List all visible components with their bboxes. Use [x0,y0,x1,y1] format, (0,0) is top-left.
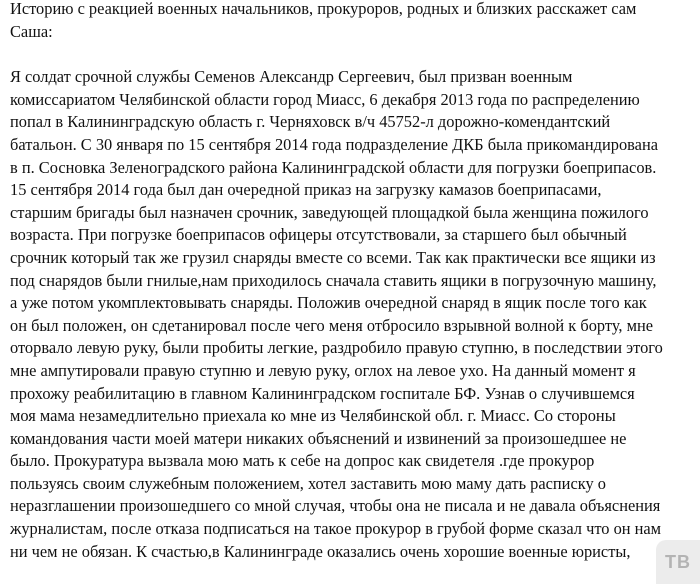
text-line: срочник который так же грузил снаряды вместе со всеми. Так как практически все ящики из [10,247,656,267]
watermark-text: ТВ [665,551,691,572]
text-line: а уже потом укомплектовывать снаряды. Положив очередной снаряд в ящик после того как [10,293,647,313]
text-line: старшим бригады был назначен срочник, заведующей площадкой была женщина пожилого [10,202,649,222]
text-line: командования части моей матери никаких объяснений и извинений за произошедшее не [10,428,627,448]
text-line: Историю с реакцией военных начальников, прокуроров, родных и близких расскажет сам [10,0,637,18]
paragraph-spacer [10,43,696,66]
text-line: комиссариатом Челябинской области город Миасс, 6 декабря 2013 года по распределению [10,89,640,109]
text-line: Саша: [10,21,53,41]
text-line: Я солдат срочной службы Семенов Александр Сергеевич, был призван военным [10,67,573,87]
text-line: мне ампутировали правую ступню и левую руку, оглох на левое ухо. На данный момент я [10,360,636,380]
text-line: журналистам, после отказа подписаться на такое прокурор в грубой форме сказал что он нам [10,519,662,539]
text-line: моя мама незамедлительно приехала ко мне из Челябинской обл. г. Миасс. Со стороны [10,406,616,426]
text-line: пользуясь своим служебным положением, хотел заставить мою маму дать расписку о [10,473,606,493]
text-line: ни чем не обязан. К счастью,в Калининграде оказались очень хорошие военные юристы, [10,541,631,561]
text-line: 15 сентября 2014 года был дан очередной приказ на загрузку камазов боеприпасами, [10,180,602,200]
text-line: попал в Калининградскую область г. Черняховск в/ч 45752-л дорожно-комендантский [10,112,611,132]
text-line: неразглашении произошедшего со мной случая, чтобы она не писала и не давала объяснения [10,496,661,516]
site-watermark-logo [656,540,700,584]
text-line: батальон. С 30 января по 15 сентября 2014 года подразделение ДКБ была прикомандирована [10,134,659,154]
text-line: возраста. При погрузке боеприпасов офицеры отсутствовали, за старшего был обычный [10,225,627,245]
text-line: прохожу реабилитацию в главном Калининградском госпитале БФ. Узнав о случившемся [10,383,635,403]
intro-paragraph [10,0,696,43]
story-paragraph [10,66,696,563]
document-body [10,0,696,563]
text-line: под снарядов были гнилые,нам приходилось сначала ставить ящики в погрузочную машину, [10,270,657,290]
text-line: в п. Сосновка Зеленоградского района Калининградской области для погрузки боеприпасов. [10,157,657,177]
text-line: было. Прокуратура вызвала мою мать к себе на допрос как свидетеля .где прокурор [10,451,595,471]
text-line: он был положен, он сдетанировал после чего меня отбросило взрывной волной к борту, мне [10,315,653,335]
text-line: оторвало левую руку, были пробиты легкие, раздробило правую ступню, в последствии этого [10,338,663,358]
